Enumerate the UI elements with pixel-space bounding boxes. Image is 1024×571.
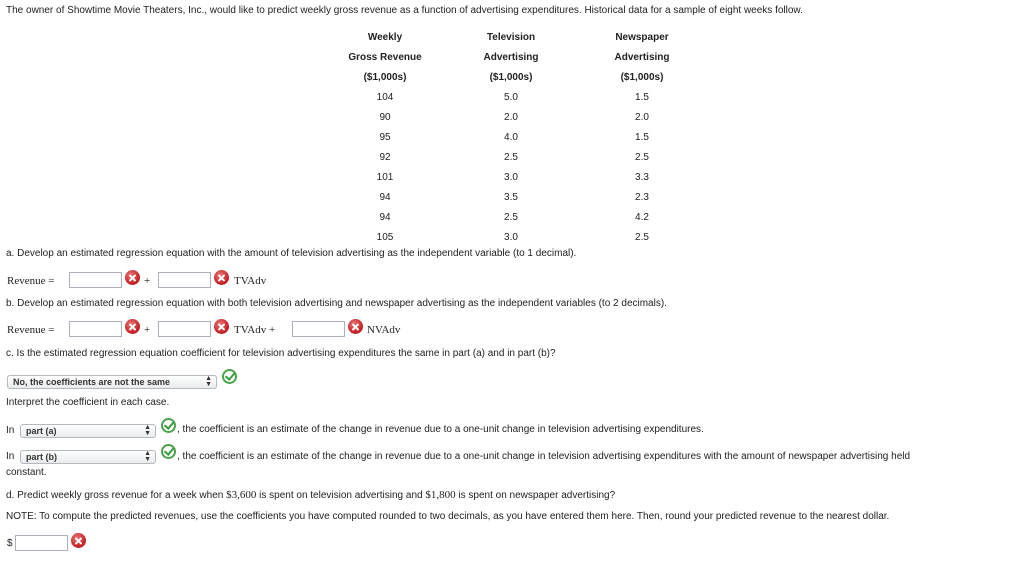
tv-amount: $3,600 [226,489,257,501]
table-row: 101 3.0 3.3 [376,171,649,183]
col-header-news-2: Advertising [614,51,670,63]
check-circle-icon [161,444,176,459]
table-row: 104 5.0 1.5 [376,91,649,103]
part-a-lhs: Revenue = [7,275,55,287]
up-down-arrows-icon: ▲ ▼ [144,450,151,463]
col-header-tv-3: ($1,000s) [489,71,533,83]
predicted-revenue-input[interactable] [15,535,68,551]
x-circle-icon [214,319,229,334]
x-circle-icon [125,319,140,334]
col-header-revenue-2: Gross Revenue [348,51,422,63]
part-a-tv-term: TVAdv [234,275,267,287]
col-header-news-3: ($1,000s) [620,71,664,83]
interpret-in-label-1: In [6,425,15,436]
part-b-nv-coef-input[interactable] [292,321,345,337]
part-b-nv-term: NVAdv [367,324,401,336]
x-circle-icon [348,319,363,334]
col-header-revenue-1: Weekly [367,31,403,43]
part-b-plus: + [144,324,151,336]
table-row: 92 2.5 2.5 [379,151,649,163]
part-a-question: a. Develop an estimated regression equation with the amount of television advertising as the independent variable (to 1 decimal). [6,248,577,259]
x-circle-icon [71,533,86,548]
part-d-question: d. Predict weekly gross revenue for a week when $3,600 is spent on television advertising and $1,800 is spent on newspaper advertising? [6,489,616,501]
part-b-question: b. Develop an estimated regression equation with both television advertising and newspaper advertising as the independent variables (to 2 decimals). [6,298,667,309]
interpret-part-select-2-value: part (b) [26,452,57,462]
table-row: 105 3.0 2.5 [376,231,649,243]
check-circle-icon [161,418,176,433]
up-down-arrows-icon: ▲ ▼ [205,375,212,388]
part-b-tv-coef-input[interactable] [158,321,211,337]
table-row: 90 2.0 2.0 [379,111,649,123]
newspaper-amount: $1,800 [425,489,456,501]
part-a-tv-coef-input[interactable] [158,272,211,288]
col-header-news-1: Newspaper [615,31,669,43]
x-circle-icon [125,270,140,285]
interpret-text-2-continued: constant. [6,467,47,478]
coefficients-same-select-value: No, the coefficients are not the same [13,377,171,387]
part-c-question: c. Is the estimated regression equation coefficient for television advertising expenditures the same in part (a) and in part (b)? [6,348,556,359]
up-down-arrows-icon: ▲ ▼ [144,424,151,437]
interpret-prompt: Interpret the coefficient in each case. [6,397,170,408]
interpret-in-label-2: In [6,451,15,462]
table-row: 94 3.5 2.3 [379,191,649,203]
x-circle-icon [214,270,229,285]
interpret-part-select-2[interactable] [20,450,156,464]
part-a-plus: + [144,275,151,287]
part-a-intercept-input[interactable] [69,272,122,288]
problem-intro: The owner of Showtime Movie Theaters, Inc., would like to predict weekly gross revenue as a function of advertising expenditures. Historical data for a sample of eight weeks follow. [6,5,803,16]
part-d-note: NOTE: To compute the predicted revenues, use the coefficients you have computed rounded to two decimals, as you have entered them here. Then, round your predicted revenue to the nearest dollar. [6,511,890,522]
interpret-part-select-1-value: part (a) [26,426,57,436]
col-header-revenue-3: ($1,000s) [363,71,407,83]
data-table [320,27,712,247]
part-b-tv-term: TVAdv + [234,324,276,336]
check-circle-icon [222,369,237,384]
part-b-lhs: Revenue = [7,324,55,336]
interpret-text-2: , the coefficient is an estimate of the change in revenue due to a one-unit change in television advertising expenditures with the amount of newspaper advertising held [177,451,911,462]
interpret-text-1: , the coefficient is an estimate of the change in revenue due to a one-unit change in television advertising expenditures. [177,424,704,435]
table-row: 94 2.5 4.2 [379,211,649,223]
col-header-tv-1: Television [486,31,536,43]
currency-symbol: $ [7,538,13,549]
part-b-intercept-input[interactable] [69,321,122,337]
table-row: 95 4.0 1.5 [379,131,649,143]
interpret-part-select-1[interactable] [20,424,156,438]
coefficients-same-select[interactable] [7,375,217,389]
col-header-tv-2: Advertising [483,51,539,63]
